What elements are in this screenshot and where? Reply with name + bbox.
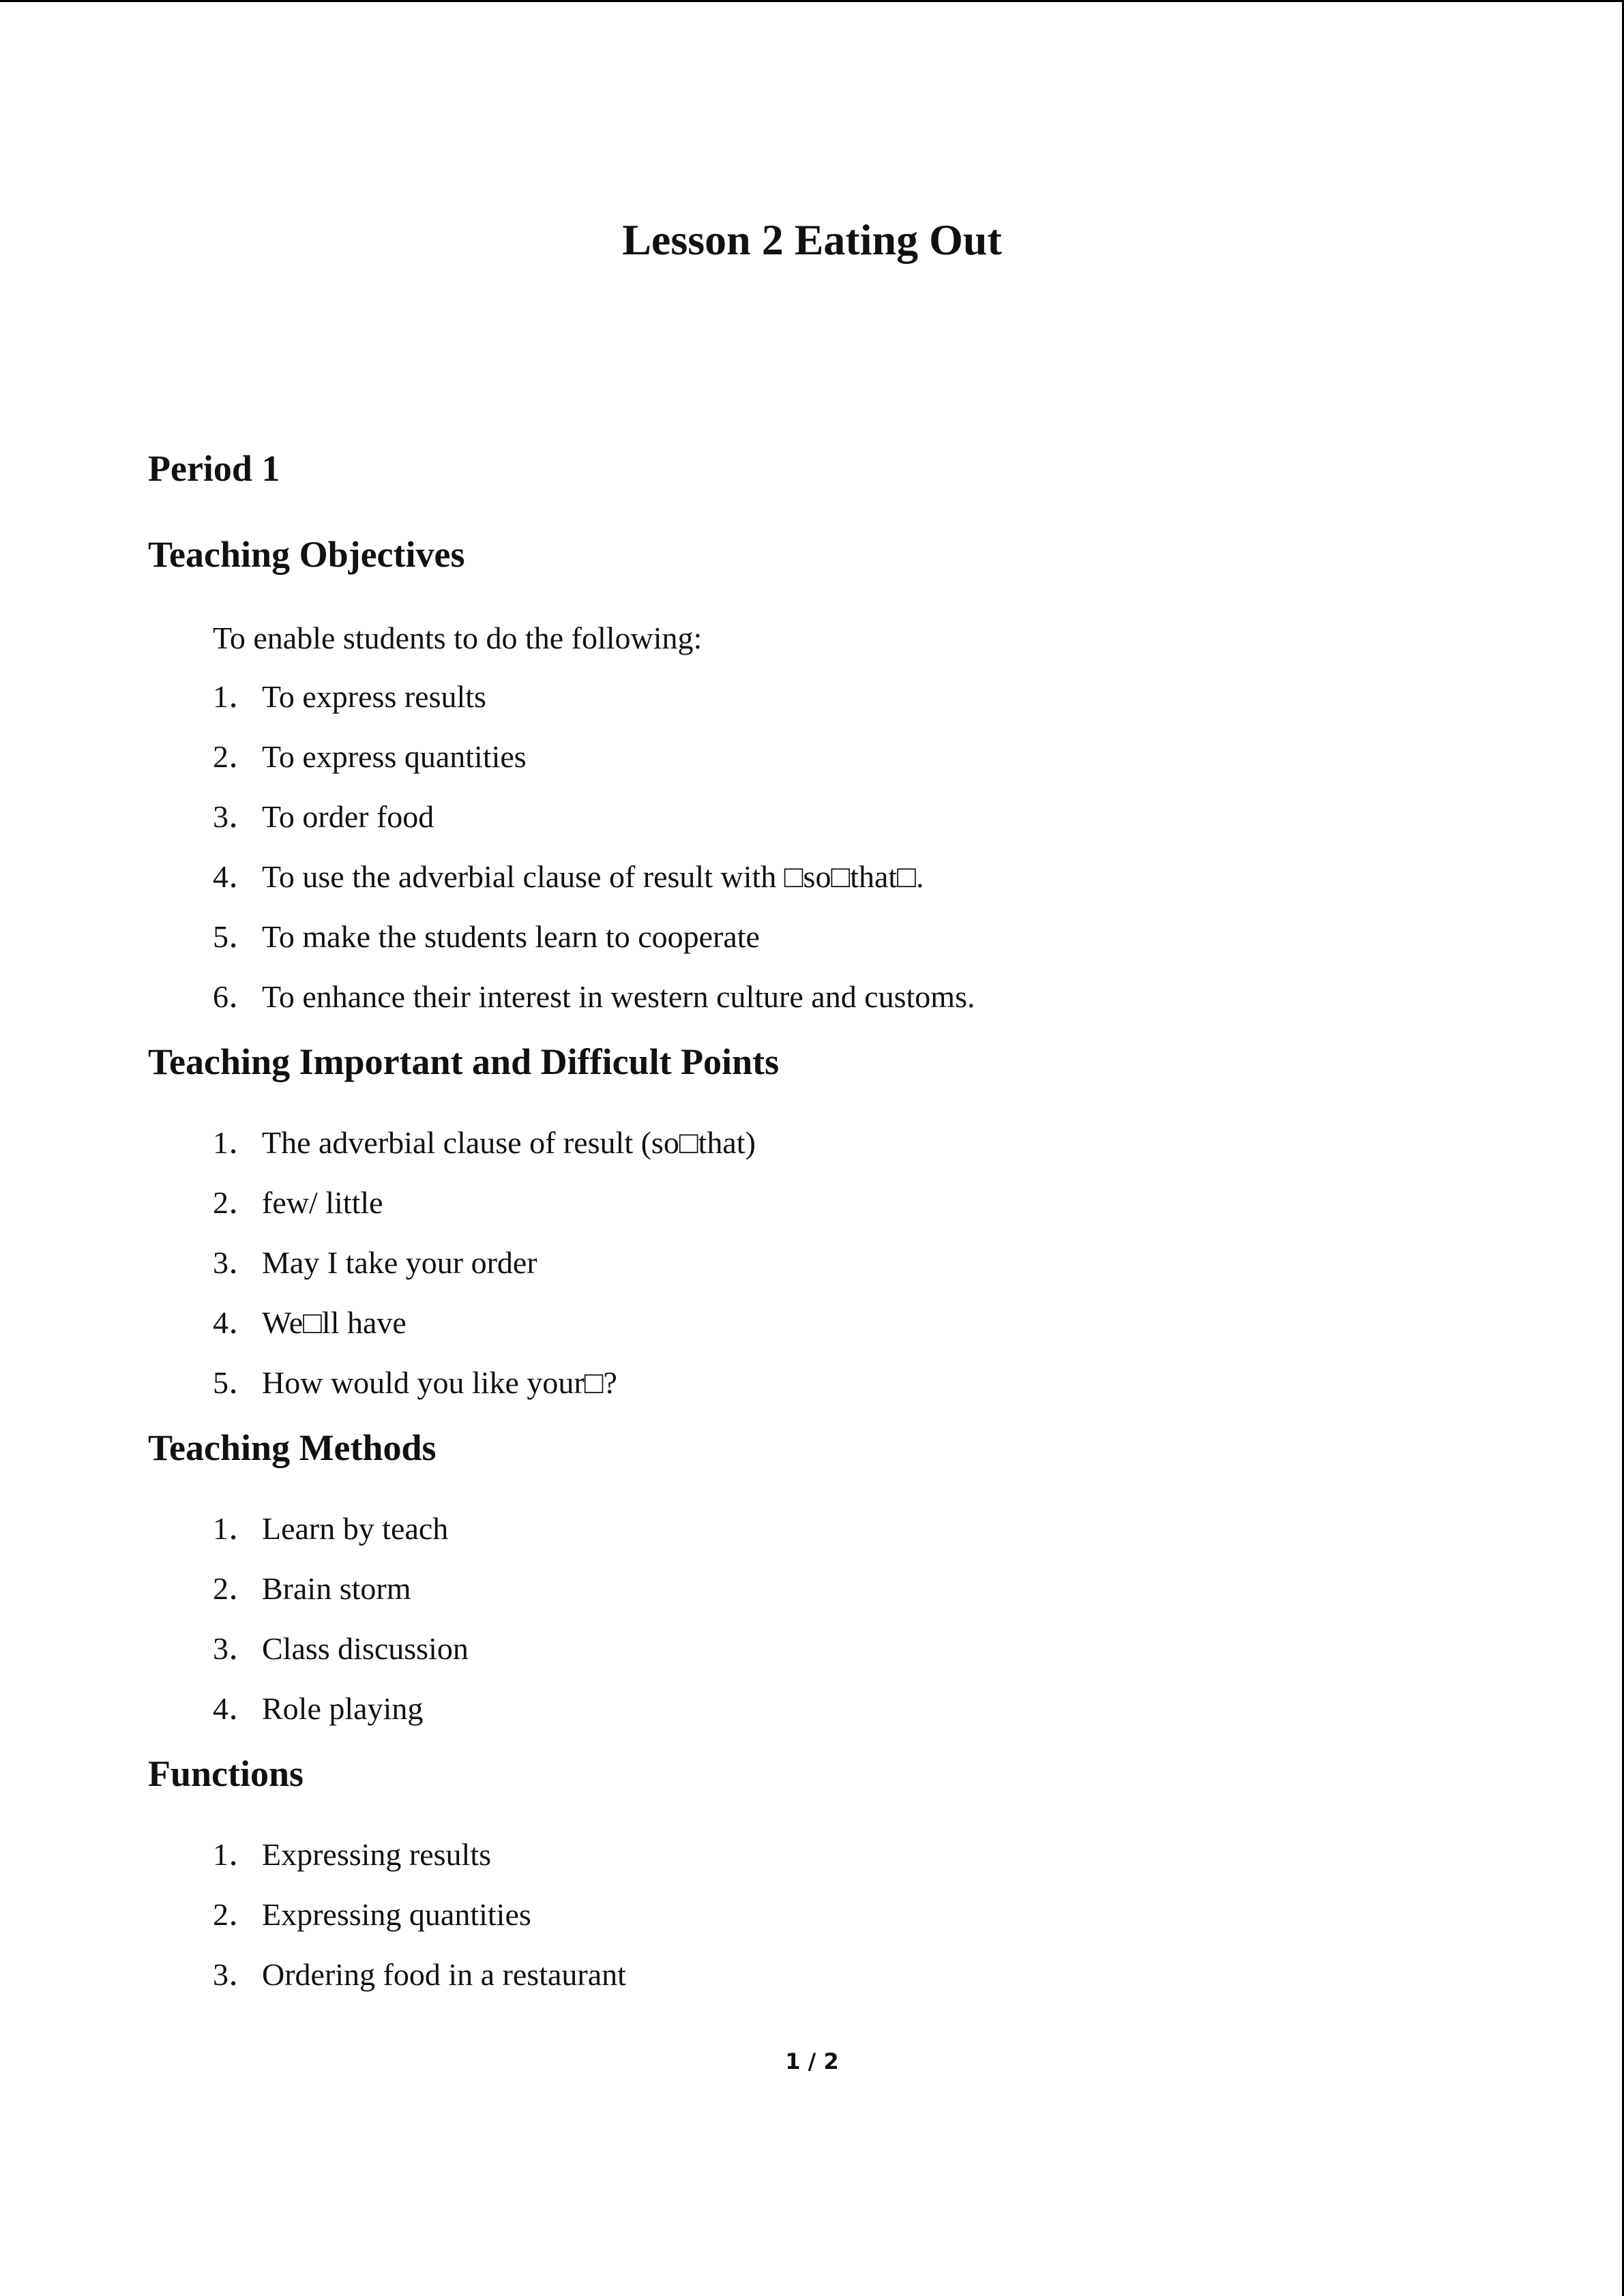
list-item-number: 3． (213, 799, 260, 834)
list-item-text: Role playing (262, 1691, 424, 1726)
list-item (213, 1182, 383, 1223)
list-item-text: Learn by teach (262, 1511, 449, 1546)
list-item-text: To use the adverbial clause of result with □so□that□. (262, 859, 924, 894)
list-item (213, 1954, 626, 1995)
list-item-text: Expressing results (262, 1837, 492, 1872)
list-item-number: 4． (213, 1305, 260, 1340)
list-item-number: 1． (213, 1837, 260, 1872)
list-item-number: 2． (213, 1571, 260, 1606)
methods-heading: Teaching Methods (148, 1427, 437, 1468)
list-item (213, 676, 486, 717)
page-top-border (0, 0, 1624, 2)
list-item-text: few/ little (262, 1185, 383, 1220)
list-item-number: 1． (213, 1511, 260, 1546)
list-item-text: To make the students learn to cooperate (262, 919, 760, 954)
list-item-number: 5． (213, 1365, 260, 1400)
list-item-text: To enhance their interest in western culture and customs. (262, 979, 975, 1014)
list-item-text: How would you like your□? (262, 1365, 617, 1400)
list-item-text: To order food (262, 799, 434, 834)
list-item (213, 1568, 411, 1609)
list-item-number: 2． (213, 739, 260, 774)
list-item (213, 856, 924, 897)
list-item (213, 1894, 531, 1935)
list-item-text: Class discussion (262, 1631, 469, 1666)
list-item-number: 1． (213, 1125, 260, 1160)
list-item (213, 1508, 448, 1549)
list-item (213, 1628, 469, 1669)
list-item (213, 796, 434, 837)
list-item-text: May I take your order (262, 1245, 537, 1280)
document-title: Lesson 2 Eating Out (622, 215, 1002, 264)
list-item-number: 4． (213, 859, 260, 894)
list-item (213, 1302, 407, 1343)
list-item-text: The adverbial clause of result (so□that) (262, 1125, 756, 1160)
list-item-number: 6． (213, 979, 260, 1014)
list-item-number: 1． (213, 679, 260, 714)
list-item (213, 1688, 423, 1729)
list-item (213, 1362, 617, 1403)
list-item-text: Ordering food in a restaurant (262, 1957, 626, 1992)
list-item-text: To express quantities (262, 739, 527, 774)
list-item-number: 4． (213, 1691, 260, 1726)
objectives-heading: Teaching Objectives (148, 534, 465, 575)
list-item (213, 916, 760, 957)
list-item-text: We□ll have (262, 1305, 407, 1340)
period-heading: Period 1 (148, 448, 280, 489)
list-item-number: 3． (213, 1245, 260, 1280)
list-item (213, 736, 527, 777)
objectives-intro: To enable students to do the following: (213, 621, 703, 655)
list-item-text: To express results (262, 679, 486, 714)
points-heading: Teaching Important and Difficult Points (148, 1041, 780, 1082)
list-item-number: 3． (213, 1631, 260, 1666)
list-item (213, 1122, 756, 1163)
functions-heading: Functions (148, 1753, 304, 1794)
list-item (213, 1834, 491, 1875)
page-number: 1 / 2 (785, 2048, 839, 2074)
list-item-number: 2． (213, 1897, 260, 1932)
list-item-text: Brain storm (262, 1571, 411, 1606)
list-item-text: Expressing quantities (262, 1897, 531, 1932)
list-item-number: 3． (213, 1957, 260, 1992)
list-item-number: 2． (213, 1185, 260, 1220)
list-item (213, 1242, 537, 1283)
list-item-number: 5． (213, 919, 260, 954)
list-item (213, 976, 975, 1017)
